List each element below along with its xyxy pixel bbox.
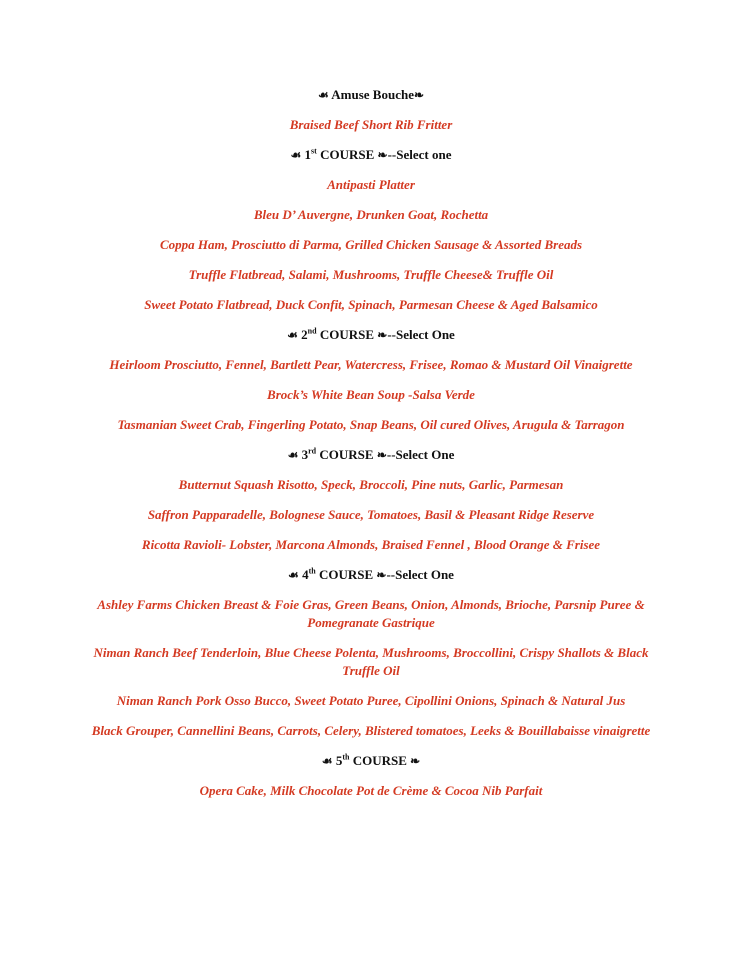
- amuse-bouche-title: Amuse Bouche: [331, 87, 414, 102]
- course-4-heading: [0, 566, 742, 584]
- menu-item: Tasmanian Sweet Crab, Fingerling Potato, Snap Beans, Oil cured Olives, Arugula & Tarragon: [117, 417, 625, 432]
- course-ordinal: rd: [308, 446, 317, 456]
- fleuron-left-icon: ☙: [288, 568, 299, 582]
- fleuron-right-icon: ❧: [377, 148, 388, 162]
- fleuron-right-icon: ❧: [376, 568, 387, 582]
- course-label: COURSE: [318, 567, 374, 582]
- menu-item: Truffle Flatbread, Salami, Mushrooms, Truffle Cheese& Truffle Oil: [188, 267, 554, 282]
- course-number: 2: [301, 327, 308, 342]
- course-2-heading: [0, 326, 742, 344]
- menu-item: Black Grouper, Cannellini Beans, Carrots, Celery, Blistered tomatoes, Leeks & Bouillabaisse vinaigrette: [91, 723, 651, 738]
- fleuron-left-icon: ☙: [287, 448, 299, 462]
- amuse-bouche-heading: [0, 86, 742, 104]
- menu-item: Niman Ranch Beef Tenderloin, Blue Cheese Polenta, Mushrooms, Broccollini, Crispy Shallots & Black Truffle Oil: [93, 645, 649, 678]
- course-label: COURSE: [320, 147, 375, 162]
- menu-item: Niman Ranch Pork Osso Bucco, Sweet Potato Puree, Cipollini Onions, Spinach & Natural Jus: [116, 693, 626, 708]
- course-number: 3: [301, 447, 309, 462]
- course-label: COURSE: [352, 753, 407, 768]
- course-ordinal: nd: [307, 326, 317, 336]
- course-ordinal: th: [342, 752, 350, 762]
- fleuron-left-icon: ☙: [290, 148, 302, 162]
- course-number: 4: [302, 567, 309, 582]
- menu-item: Butternut Squash Risotto, Speck, Broccoli, Pine nuts, Garlic, Parmesan: [178, 477, 564, 492]
- fleuron-right-icon: ❧: [377, 328, 388, 342]
- course-select-note: --Select One: [386, 567, 454, 582]
- course-3-heading: [0, 446, 742, 464]
- course-number: 1: [304, 147, 312, 162]
- course-select-note: --Select One: [387, 327, 455, 342]
- menu-item: Opera Cake, Milk Chocolate Pot de Crème & Cocoa Nib Parfait: [199, 783, 543, 798]
- menu-item: Ashley Farms Chicken Breast & Foie Gras, Green Beans, Onion, Almonds, Brioche, Parsnip Puree & Pomegranate Gastrique: [97, 597, 645, 630]
- course-select-note: --Select One: [386, 447, 455, 462]
- menu-item: Antipasti Platter: [327, 177, 415, 192]
- menu-item: Braised Beef Short Rib Fritter: [289, 117, 453, 132]
- menu-item: Heirloom Prosciutto, Fennel, Bartlett Pear, Watercress, Frisee, Romao & Mustard Oil Vinaigrette: [109, 357, 633, 372]
- course-select-note: --Select one: [387, 147, 452, 162]
- fleuron-left-icon: ☙: [317, 88, 329, 102]
- menu-item: Saffron Papparadelle, Bolognese Sauce, Tomatoes, Basil & Pleasant Ridge Reserve: [147, 507, 595, 522]
- fleuron-right-icon: ❧: [413, 88, 425, 102]
- course-label: COURSE: [319, 447, 374, 462]
- course-ordinal: th: [308, 566, 316, 576]
- fleuron-left-icon: ☙: [287, 328, 298, 342]
- fleuron-left-icon: ☙: [321, 754, 333, 768]
- fleuron-right-icon: ❧: [410, 754, 421, 768]
- course-number: 5: [335, 753, 343, 768]
- menu-item: Bleu D’ Auvergne, Drunken Goat, Rochetta: [253, 207, 489, 222]
- course-ordinal: st: [311, 146, 317, 156]
- course-5-heading: [0, 752, 742, 770]
- menu-item: Sweet Potato Flatbread, Duck Confit, Spinach, Parmesan Cheese & Aged Balsamico: [144, 297, 598, 312]
- course-label: COURSE: [319, 327, 375, 342]
- course-1-heading: [0, 146, 742, 164]
- menu-item: Brock’s White Bean Soup -Salsa Verde: [267, 387, 475, 402]
- menu-item: Coppa Ham, Prosciutto di Parma, Grilled Chicken Sausage & Assorted Breads: [159, 237, 583, 252]
- fleuron-right-icon: ❧: [376, 448, 387, 462]
- menu-item: Ricotta Ravioli- Lobster, Marcona Almonds, Braised Fennel , Blood Orange & Frisee: [141, 537, 601, 552]
- menu-page: [0, 86, 742, 800]
